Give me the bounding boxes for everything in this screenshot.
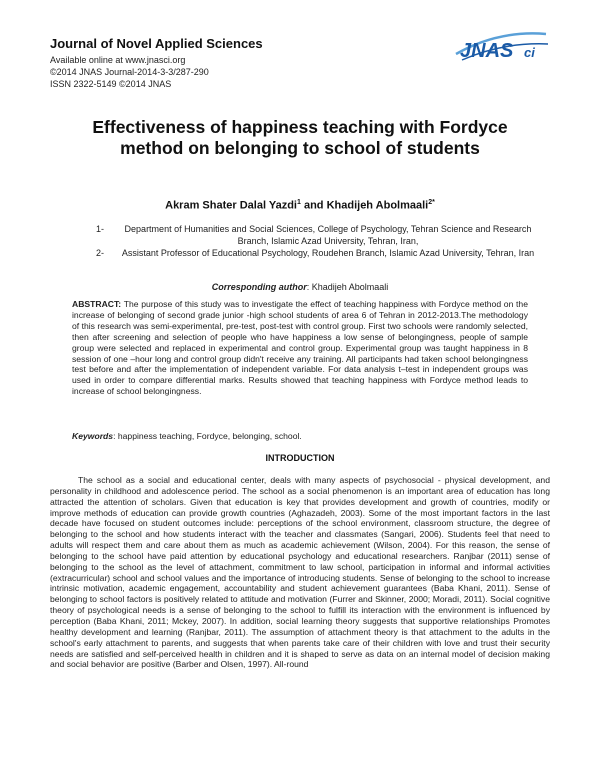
author-2-sup: 2*: [428, 199, 435, 206]
keywords-text: : happiness teaching, Fordyce, belonging, school.: [113, 431, 302, 441]
corresponding-name: : Khadijeh Abolmaali: [306, 282, 389, 292]
affiliation-2: [96, 248, 538, 260]
abstract-text: The purpose of this study was to investigate the effect of teaching happiness with Fordyce method on the increase of belonging of second grade junior -high school students of area 6 of Tehran in 2012-2013.The methodology of this research was semi-experimental, pre-test, post-test with control group. First two schools were randomly selected, then after screening and selection of people who have happiness a low sense of belongingness, people of sample group were selected and replaced in experimental and control group. Experimental group was taught happiness in 8 session of one –hour long and control group didn't receive any training. All participants had taken school belongingness test before and after the implementation of independent variable. For data analysis t–test in independent groups was used in order to compare differential marks. Results showed that teaching happiness with Fordyce method leads to increase of school belongingness.: [72, 299, 528, 397]
corresponding-label: Corresponding author: [211, 282, 307, 292]
affiliation-1-number: 1-: [96, 224, 105, 234]
affiliation-1: [96, 224, 538, 247]
abstract: [72, 299, 528, 397]
affiliation-2-number: 2-: [96, 248, 105, 258]
corresponding-author: [60, 282, 540, 292]
keywords-label: Keywords: [72, 431, 114, 441]
availability-line: Available online at www.jnasci.org: [50, 55, 186, 65]
introduction-paragraph: The school as a social and educational center, deals with many aspects of psychosocial - physical development, and personality in childhood and adolescence period. The school as a social phenomenon is an important area of education has long attracted the attention of scholars. Given that education is key that provides development and growth of countries, modify or improve methods of education can provide growth countries (Aghazadeh, 2003). Some of the most important factors in the last decade have focused on student outcomes include: perceptions of the school environment, classroom structure, the degree of belonging to the school and how students interact with the teacher and classmates (Sangari, 2006). Students feel that need to adults will respect them and care about them as much as academic achievement (Wilson, 2004). For this reason, the sense of belonging to the school have paid attention by educational psychology and educational researchers. Ranjbar (2011) sense of belonging to the school as the level of attachment, commitment to law school, participation in informal and informal activities (extracurricular) school and school values and the importance of introducing students. Sense of belonging to the school to increase intrinsic motivation, academic engagement, accountability and student achievement guarantees (Baba Khani, 2011). Sense of belonging to school factors is positively related to attitude and motivation (Furrer and Skinner, 2000; Moradi, 2011). Social cognitive theory of psychological needs is a sense of belonging to the school to fulfill its interaction with the environment is influenced by perception (Baba Khani, 2011; Mckey, 2007). In addition, social learning theory suggests that supportive relationships Promotes healthy development and learning (Ranjbar, 2011). The assumption of attachment theory is that attachment to the adults in the school's early attachment to parents, and suggests that when parents take care of their children with love and trust their security needs are satisfied and self-perceived health in children and it is shaped to serve as data on an internal model of decision making and social behavior are positive (Barber and Olsen, 1997). All-round: [50, 475, 550, 670]
copyright-line: ©2014 JNAS Journal-2014-3-3/287-290: [50, 67, 209, 77]
author-2: Khadijeh Abolmaali: [326, 199, 429, 212]
affiliation-2-text: Assistant Professor of Educational Psychology, Roudehen Branch, Islamic Azad University, Tehran, Iran: [121, 248, 535, 258]
author-line: [60, 199, 540, 212]
author-conjunction: and: [300, 199, 327, 212]
logo-suffix: ci: [524, 45, 535, 60]
section-heading-introduction: INTRODUCTION: [265, 453, 335, 463]
issn-line: ISSN 2322-5149 ©2014 JNAS: [50, 79, 172, 89]
journal-logo: [448, 24, 552, 68]
journal-name: Journal of Novel Applied Sciences: [50, 36, 263, 51]
author-1: Akram Shater Dalal Yazdi: [165, 199, 297, 212]
paper-title: Effectiveness of happiness teaching with Fordyce method on belonging to school of students: [92, 117, 508, 158]
abstract-label: ABSTRACT:: [72, 299, 122, 309]
logo-text: JNAS: [460, 40, 514, 62]
keywords: [72, 431, 528, 441]
author-1-sup: 1: [297, 199, 301, 206]
affiliation-1-text: Department of Humanities and Social Sciences, College of Psychology, Tehran Science and Research Branch, Islamic Azad University, Tehran, Iran,: [124, 224, 532, 246]
